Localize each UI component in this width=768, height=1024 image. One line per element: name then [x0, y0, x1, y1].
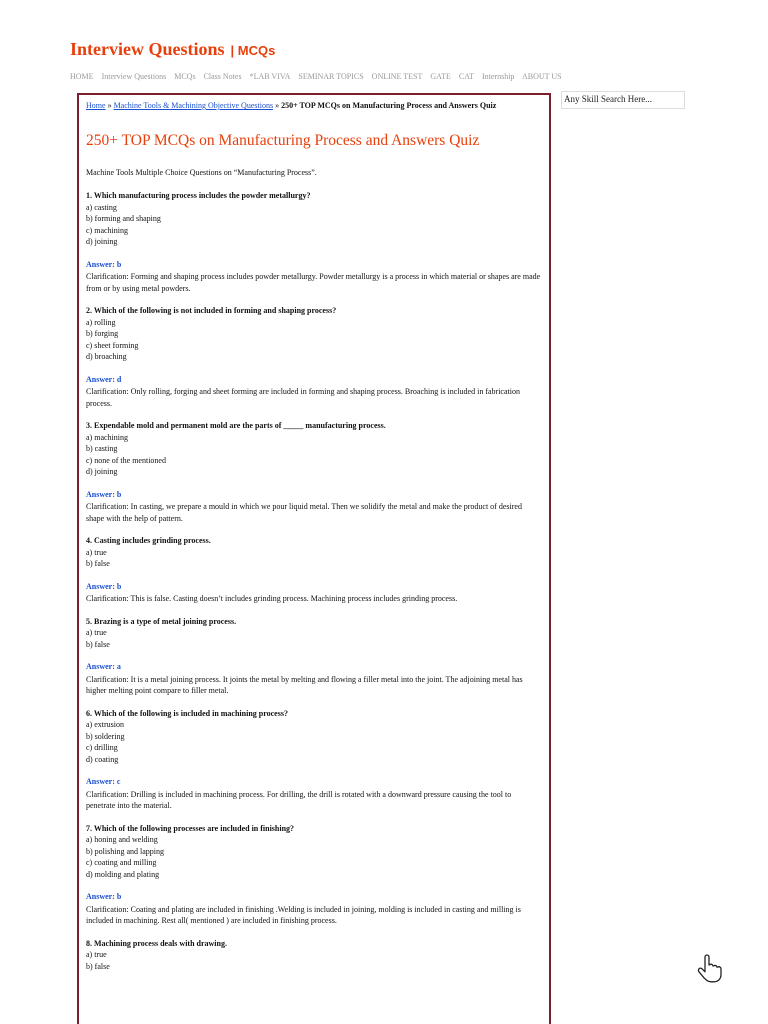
answer-option: a) extrusion — [86, 720, 124, 729]
question-text: 5. Brazing is a type of metal joining process. — [86, 616, 237, 626]
nav-gate[interactable]: GATE — [430, 72, 451, 81]
site-brand[interactable] — [70, 39, 275, 60]
question-text: 7. Which of the following processes are included in finishing? — [86, 823, 295, 833]
answer-option: a) machining — [86, 432, 128, 442]
answer-option: d) joining — [86, 237, 118, 246]
clarification-text: Clarification: Coating and plating are included in finishing .Welding is included in joining, molding is included in casting and milling is included in machining. Rest all( mentioned ) are included in finishing process. — [86, 904, 521, 925]
nav-about-us[interactable]: ABOUT US — [521, 72, 562, 81]
answer-option: a) rolling — [86, 317, 116, 327]
article-content — [86, 101, 541, 972]
answer-label[interactable]: Answer: b — [86, 259, 122, 269]
question-text: 3. Expendable mold and permanent mold are the parts of _____ manufacturing process. — [86, 421, 386, 430]
question-text: 8. Machining process deals with drawing. — [86, 938, 227, 948]
question-item — [86, 708, 541, 812]
breadcrumb-current: 250+ TOP MCQs on Manufacturing Process and Answers Quiz — [281, 101, 497, 110]
question-item — [86, 823, 541, 927]
answer-option: a) casting — [86, 202, 117, 212]
answer-option: b) false — [86, 639, 110, 649]
search-input[interactable]: Any Skill Search Here... — [561, 91, 685, 109]
clarification-text: Clarification: Forming and shaping process includes powder metallurgy. Powder metallurgy is a process in which material or shapes are made from or by using metal powders. — [86, 272, 541, 293]
answer-option: c) drilling — [86, 743, 118, 752]
breadcrumb-home-link[interactable]: Home — [86, 101, 106, 110]
answer-label[interactable]: Answer: b — [86, 489, 122, 499]
breadcrumb-separator: » — [105, 101, 114, 110]
breadcrumb — [86, 101, 541, 112]
question-item — [86, 535, 541, 605]
answer-option: b) false — [86, 961, 110, 971]
answer-option: a) true — [86, 547, 107, 557]
answer-option: b) false — [86, 559, 110, 568]
site-title[interactable]: Interview Questions — [70, 39, 225, 59]
question-item — [86, 420, 541, 524]
nav-home[interactable]: HOME — [70, 72, 94, 81]
page-title: 250+ TOP MCQs on Manufacturing Process and Answers Quiz — [86, 131, 480, 149]
nav-mcqs[interactable]: MCQs — [174, 72, 196, 81]
answer-label[interactable]: Answer: a — [86, 662, 121, 671]
breadcrumb-separator: » — [273, 101, 282, 110]
answer-option: d) molding and plating — [86, 869, 160, 879]
answer-label[interactable]: Answer: c — [86, 777, 121, 786]
answer-option: a) true — [86, 628, 107, 637]
answer-option: b) casting — [86, 444, 118, 453]
hand-pointer-icon — [696, 954, 724, 984]
top-nav — [70, 72, 568, 81]
answer-label[interactable]: Answer: d — [86, 374, 122, 384]
question-item — [86, 190, 541, 294]
article-panel — [77, 93, 551, 1024]
question-list — [86, 190, 541, 972]
answer-option: b) soldering — [86, 731, 125, 741]
question-item — [86, 305, 541, 409]
answer-option: a) honing and welding — [86, 835, 158, 844]
nav-internship[interactable]: Internship — [481, 72, 515, 81]
answer-option: b) forming and shaping — [86, 214, 161, 223]
answer-label[interactable]: Answer: b — [86, 892, 122, 901]
question-text: 2. Which of the following is not included in forming and shaping process? — [86, 306, 337, 315]
clarification-text: Clarification: In casting, we prepare a mould in which we pour liquid metal. Then we solidify the metal and make the product of desired shape with the help of pattern. — [86, 502, 522, 523]
nav-cat[interactable]: CAT — [458, 72, 474, 81]
question-item — [86, 938, 541, 973]
breadcrumb-category-link[interactable]: Machine Tools & Machining Objective Questions — [113, 101, 274, 110]
question-item — [86, 616, 541, 697]
answer-option: b) polishing and lapping — [86, 846, 164, 856]
answer-option: c) none of the mentioned — [86, 455, 166, 465]
clarification-text: Clarification: Drilling is included in machining process. For drilling, the drill is rotated with a downward pressure causing the tool to penetrate into the material. — [86, 789, 512, 810]
question-text: 4. Casting includes grinding process. — [86, 536, 211, 545]
answer-option: d) joining — [86, 467, 118, 476]
intro-text: Machine Tools Multiple Choice Questions on “Manufacturing Process”. — [86, 167, 317, 177]
clarification-text: Clarification: It is a metal joining process. It joints the metal by melting and flowing a filler metal into the joint. The adjoining metal has higher melting point compare to filler metal. — [86, 674, 523, 695]
nav-interview-questions[interactable]: Interview Questions — [101, 72, 167, 81]
nav-online-test[interactable]: ONLINE TEST — [371, 72, 423, 81]
clarification-text: Clarification: This is false. Casting doesn’t includes grinding process. Machining process includes grinding process. — [86, 594, 458, 603]
nav-class-notes[interactable]: Class Notes — [203, 72, 242, 81]
answer-option: c) machining — [86, 225, 128, 235]
answer-option: d) coating — [86, 754, 119, 764]
nav-seminar-topics[interactable]: SEMINAR TOPICS — [298, 72, 364, 81]
answer-option: d) broaching — [86, 352, 127, 361]
nav-lab-viva[interactable]: *LAB VIVA — [249, 72, 291, 81]
answer-label[interactable]: Answer: b — [86, 581, 122, 591]
answer-option: c) sheet forming — [86, 340, 139, 350]
answer-option: a) true — [86, 950, 107, 959]
answer-option: b) forging — [86, 329, 119, 338]
clarification-text: Clarification: Only rolling, forging and sheet forming are included in forming and shaping process. Broaching is included in fabrication process. — [86, 387, 520, 408]
site-subtitle[interactable]: | MCQs — [230, 43, 276, 58]
question-text: 1. Which manufacturing process includes the powder metallurgy? — [86, 191, 311, 200]
question-text: 6. Which of the following is included in machining process? — [86, 708, 288, 718]
answer-option: c) coating and milling — [86, 858, 157, 867]
